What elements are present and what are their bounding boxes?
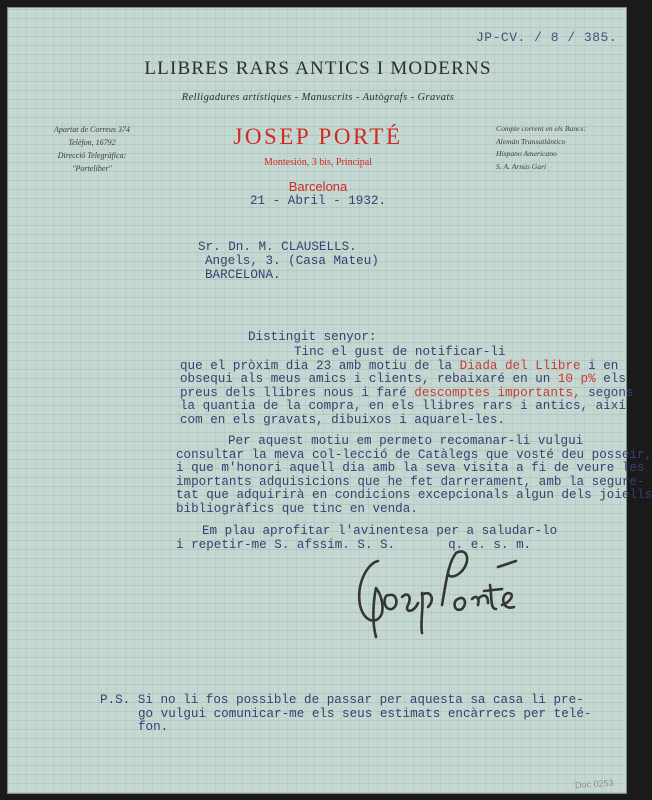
ps-line: P.S. Si no li fos possible de passar per aquesta sa casa li pre- (100, 693, 584, 707)
recipient-city: BARCELONA. (205, 268, 281, 282)
bank-3: S. A. Arnús Garí (496, 161, 547, 171)
important-discounts: descomptes importants, (414, 385, 581, 400)
p1-line: obsequi als meus amics i clients, rebaixaré en un 10 p% els (180, 372, 626, 387)
telegraph-address: "Porteliber" (72, 164, 112, 173)
p2-line: tat que adquirirà en condicions excepcionals algun dels joiells (176, 488, 652, 503)
p1-line: com en els gravats, dibuixos i aquarel-les. (180, 412, 505, 427)
diada-del-llibre: Diada del Llibre (459, 358, 581, 373)
letterhead-name: JOSEP PORTÉ (233, 124, 403, 149)
bank-2: Hispano Americano (496, 149, 557, 158)
p2-line: importants adquisicions que he fet darrerament, amb la segure- (176, 474, 645, 489)
p2-line: consultar la meva col-lecció de Catàlegs que vosté deu posseir, (176, 447, 652, 462)
letterhead-bank-info (496, 123, 586, 173)
letterhead-title: LLIBRES RARS ANTICS I MODERNS (144, 58, 492, 79)
discount-percent: 10 p% (557, 372, 596, 387)
archive-stamp: Doc 0253 (575, 777, 615, 791)
telephone: Telèfon, 16792 (68, 138, 116, 147)
p1-line: preus dels llibres nous i faré descomptes importants, segons (180, 385, 634, 400)
letter-sheet (7, 7, 652, 794)
handwritten-signature (338, 533, 538, 643)
bank-1: Alemán Transatlántico (496, 136, 566, 146)
salutation: Distingit senyor: (248, 330, 377, 344)
letterhead-city: Barcelona (288, 179, 348, 194)
p2-line: bibliogràfics que tinc en venda. (176, 501, 418, 516)
letterhead-address: Montesión, 3 bis, Principal (263, 157, 373, 168)
telegraph-label: Direcció Telegràfica: (57, 151, 127, 160)
p3-line: i repetir-me S. afssim. S. S. q. e. s. m. (176, 538, 532, 552)
letter-date: 21 - Abril - 1932. (249, 194, 387, 208)
postscript (100, 694, 591, 735)
paragraph-1 (180, 346, 633, 428)
recipient-name: Sr. Dn. M. CLAUSELLS. (198, 240, 357, 254)
paragraph-2 (176, 435, 652, 517)
archive-reference: JP-CV. / 8 / 385. (476, 30, 618, 45)
p3-line: Em plau aprofitar l'avinentesa per a saludar-lo (202, 524, 558, 538)
p2-line: i que m'honori aquell dia amb la seva visita a fi de veure les (176, 461, 645, 476)
recipient-street: Angels, 3. (Casa Mateu) (205, 254, 379, 268)
recipient-block (198, 240, 379, 282)
p2-line: Per aquest motiu em permeto recomanar-li vulgui (228, 434, 584, 448)
po-box: Apartat de Correus 374 (54, 125, 130, 134)
ps-line: fon. (138, 720, 169, 735)
p1-line: Tinc el gust de notificar-li (294, 345, 506, 359)
bank-label: Compte corrent en els Bancs: (496, 124, 586, 133)
letterhead-subtitle: Relligadures artístiques - Manuscrits - Autògrafs - Gravats (181, 92, 455, 103)
p1-line: la quantia de la compra, en els llibres rars i antics, així (180, 399, 626, 414)
p1-line: que el pròxim dia 23 amb motiu de la Diada del Llibre i en (180, 358, 619, 373)
ps-line: go vulgui comunicar-me els seus estimats encàrrecs per telé- (138, 706, 592, 721)
